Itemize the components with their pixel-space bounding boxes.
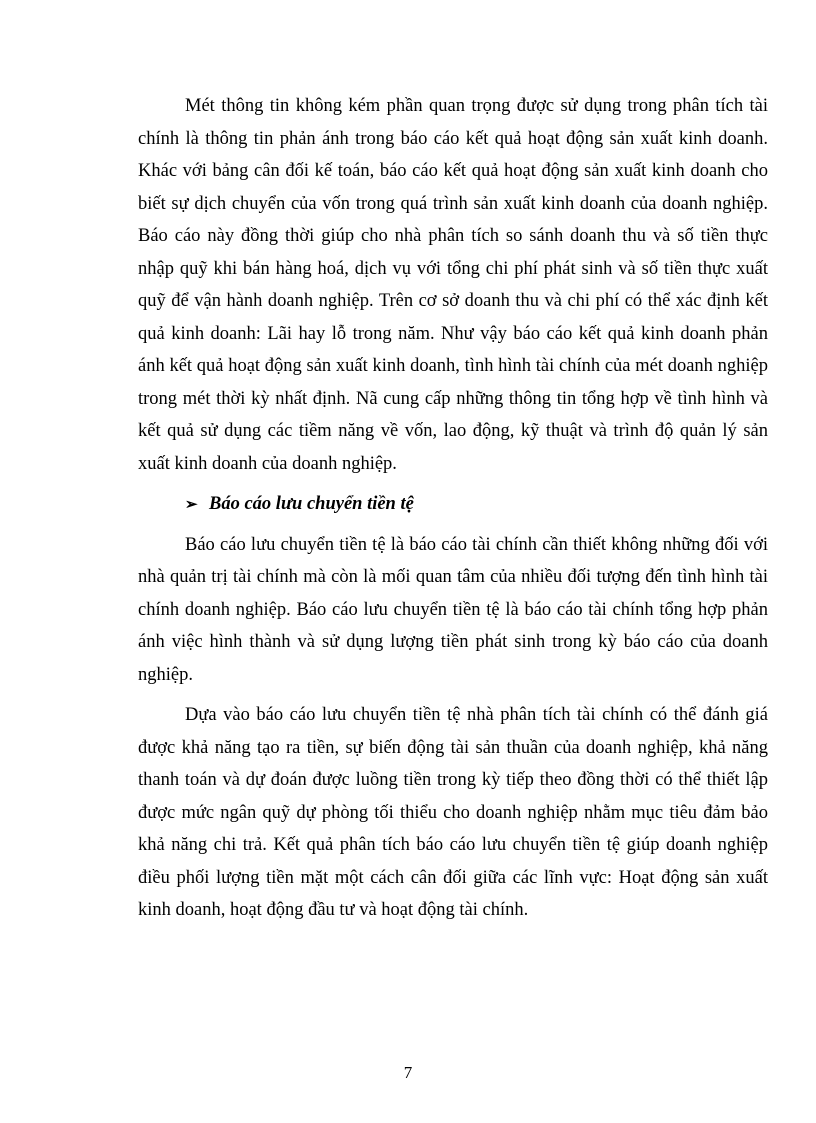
section-heading xyxy=(138,488,768,521)
paragraph-cash-flow-definition: Báo cáo lưu chuyển tiền tệ là báo cáo tài chính cần thiết không những đối với nhà quản trị tài chính mà còn là mối quan tâm của nhiều đối tượng đến tình hình tài chính doanh nghiệp. Báo cáo lưu chuyển tiền tệ là báo cáo tài chính tổng hợp phản ánh việc hình thành và sử dụng lượng tiền phát sinh trong kỳ báo cáo của doanh nghiệp. xyxy=(138,534,768,685)
arrow-bullet-icon: ➢ xyxy=(185,497,198,513)
page-number: 7 xyxy=(403,1063,413,1082)
paragraph-income-statement: Mét thông tin không kém phần quan trọng được sử dụng trong phân tích tài chính là thông tin phản ánh trong báo cáo kết quả hoạt động sản xuất kinh doanh. Khác với bảng cân đối kế toán, báo cáo kết quả hoạt động sản xuất kinh doanh cho biết sự dịch chuyển của vốn trong quá trình sản xuất kinh doanh của doanh nghiệp. Báo cáo này đồng thời giúp cho nhà phân tích so sánh doanh thu và số tiền thực nhập quỹ khi bán hàng hoá, dịch vụ với tổng chi phí phát sinh và số tiền thực xuất quỹ để vận hành doanh nghiệp. Trên cơ sở doanh thu và chi phí có thể xác định kết quả kinh doanh: Lãi hay lỗ trong năm. Như vậy báo cáo kết quả kinh doanh phản ánh kết quả hoạt động sản xuất kinh doanh, tình hình tài chính của mét doanh nghiệp trong mét thời kỳ nhất định. Nã cung cấp những thông tin tổng hợp về tình hình và kết quả sử dụng các tiềm năng về vốn, lao động, kỹ thuật và trình độ quản lý sản xuất kinh doanh của doanh nghiệp. xyxy=(138,96,768,474)
section-heading-text: Báo cáo lưu chuyển tiền tệ xyxy=(209,494,414,514)
paragraph-cash-flow-analysis: Dựa vào báo cáo lưu chuyển tiền tệ nhà phân tích tài chính có thể đánh giá được khả năng tạo ra tiền, sự biến động tài sản thuần của doanh nghiệp, khả năng thanh toán và dự đoán được luồng tiền trong kỳ tiếp theo đồng thời có thể thiết lập được mức ngân quỹ dự phòng tối thiểu cho doanh nghiệp nhằm mục tiêu đảm bảo khả năng chi trả. Kết quả phân tích báo cáo lưu chuyển tiền tệ giúp doanh nghiệp điều phối lượng tiền mặt một cách cân đối giữa các lĩnh vực: Hoạt động sản xuất kinh doanh, hoạt động đầu tư và hoạt động tài chính. xyxy=(138,705,768,920)
body-text xyxy=(138,90,768,927)
